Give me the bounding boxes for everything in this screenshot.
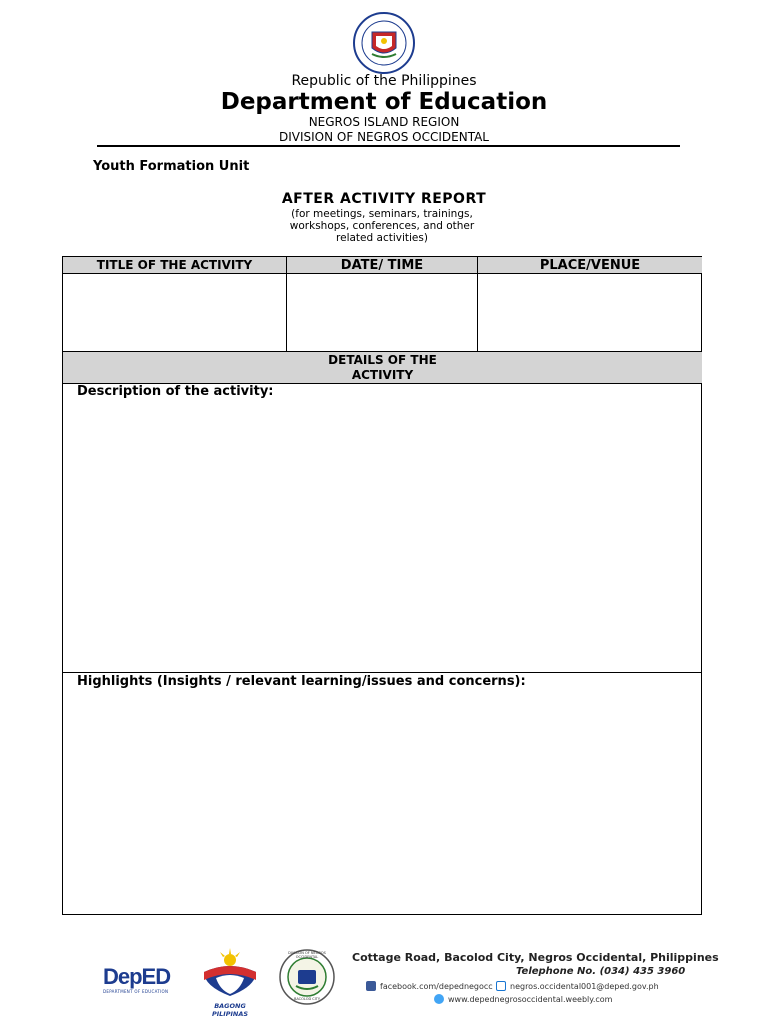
globe-icon: [434, 994, 444, 1004]
description-label: Description of the activity:: [77, 384, 274, 399]
bagong-pilipinas-emblem-icon: [196, 946, 264, 998]
department-title: Department of Education: [220, 89, 548, 115]
deped-seal-logo: [346, 12, 422, 74]
footer-email[interactable]: [496, 981, 659, 991]
deped-footer-logo: [103, 965, 179, 997]
region-text: NEGROS ISLAND REGION: [308, 115, 460, 129]
date-time-field[interactable]: [287, 274, 478, 352]
deped-logo-subtext: DEPARTMENT OF EDUCATION: [103, 989, 169, 994]
facebook-text: facebook.com/depednegocc: [380, 981, 493, 991]
division-text: DIVISION OF NEGROS OCCIDENTAL: [279, 130, 489, 144]
facebook-icon: [366, 981, 376, 991]
report-subtitle-line3: related activities): [336, 232, 428, 244]
report-subtitle-line1: (for meetings, seminars, trainings,: [291, 208, 473, 220]
email-text: negros.occidental001@deped.gov.ph: [510, 981, 659, 991]
republic-text: Republic of the Philippines: [291, 73, 477, 89]
details-header: [63, 352, 702, 384]
footer-address: Cottage Road, Bacolod City, Negros Occidental, Philippines: [352, 951, 719, 964]
col-header-place: PLACE/VENUE: [478, 257, 702, 274]
unit-label: Youth Formation Unit: [93, 159, 250, 174]
header-divider: [97, 145, 680, 147]
place-venue-field[interactable]: [478, 274, 702, 352]
bagong-pilipinas-logo: [196, 946, 264, 1018]
report-form-table: [62, 256, 702, 915]
report-subtitle: [254, 208, 510, 244]
description-field[interactable]: [63, 384, 702, 673]
footer-website[interactable]: [434, 994, 612, 1004]
col-header-date: DATE/ TIME: [287, 257, 478, 274]
activity-title-field[interactable]: [63, 274, 287, 352]
division-seal-text: DIVISION OF NEGROS OCCIDENTAL: [288, 951, 326, 959]
footer-facebook[interactable]: [366, 981, 493, 991]
footer-telephone: Telephone No. (034) 435 3960: [516, 966, 686, 977]
highlights-field[interactable]: [63, 673, 702, 915]
division-seal-city: BACOLOD CITY: [293, 997, 321, 1001]
details-header-line2: ACTIVITY: [351, 367, 414, 382]
bagong-pilipinas-text: BAGONG PILIPINAS: [211, 1002, 249, 1018]
report-subtitle-line2: workshops, conferences, and other: [289, 220, 475, 232]
report-title: AFTER ACTIVITY REPORT: [281, 191, 487, 207]
col-header-title: TITLE OF THE ACTIVITY: [63, 257, 287, 274]
highlights-label: Highlights (Insights / relevant learning/issues and concerns):: [77, 674, 526, 689]
email-icon: [496, 981, 506, 991]
deped-logo-text: DepED: [103, 964, 171, 989]
division-seal-logo: [278, 948, 336, 1006]
details-header-line1: DETAILS OF THE: [328, 352, 437, 367]
website-text: www.depednegrosoccidental.weebly.com: [448, 994, 613, 1004]
